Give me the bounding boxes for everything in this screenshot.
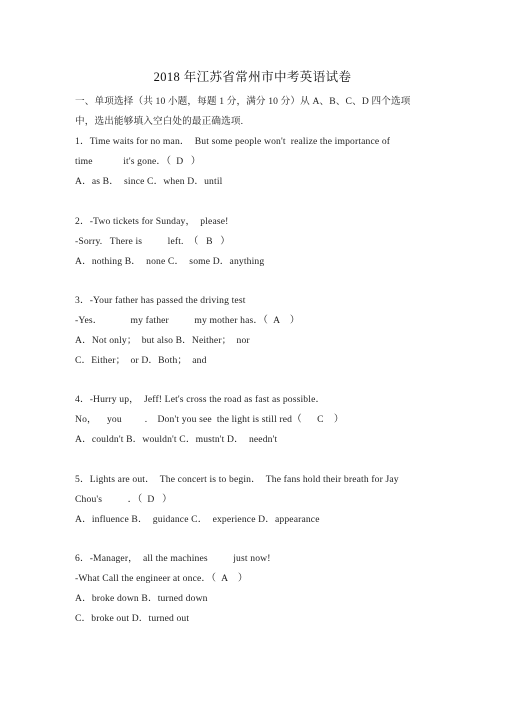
- question-1-stem-line-1: 1．Time waits for no man． But some people won't realize the importance of: [75, 136, 391, 147]
- question-2-stem-line-2: -Sorry. There is left. （ B ）: [75, 236, 231, 247]
- question-6-stem-line-1: 6．-Manager， all the machines just now!: [75, 553, 271, 564]
- question-4-options: A．couldn't B．wouldn't C．mustn't D． needn't: [75, 434, 278, 445]
- question-6-options-line-1: A．broke down B．turned down: [75, 593, 208, 604]
- instructions-line-1: 一、单项选择（共 10 小题，每题 1 分，满分 10 分）从 A、B、C、D 四个选项: [75, 96, 411, 107]
- question-3-options-line-2: C．Either； or D．Both； and: [75, 355, 207, 366]
- question-5-stem-line-1: 5．Lights are out． The concert is to begin． The fans hold their breath for Jay: [75, 474, 399, 485]
- question-3-stem-line-2: -Yes． my father my mother has．（ A ）: [75, 315, 300, 326]
- question-6-stem-line-2: -What Call the engineer at once．（ A ）: [75, 573, 248, 584]
- question-5-stem-line-2: Chou's ．（ D ）: [75, 494, 172, 505]
- instructions-line-2: 中，选出能够填入空白处的最正确选项.: [75, 116, 244, 127]
- page-title: 2018 年江苏省常州市中考英语试卷: [153, 70, 352, 84]
- question-2-options: A．nothing B． none C． some D．anything: [75, 256, 265, 267]
- question-1-options: A．as B． since C．when D．until: [75, 176, 223, 187]
- question-3-options-line-1: A．Not only； but also B．Neither； nor: [75, 335, 250, 346]
- question-6-options-line-2: C．broke out D．turned out: [75, 613, 190, 624]
- question-2-stem-line-1: 2．-Two tickets for Sunday， please!: [75, 216, 229, 227]
- question-5-options: A．influence B． guidance C． experience D．appearance: [75, 514, 320, 525]
- question-4-stem-line-2: No， you . Don't you see the light is still red（ C ）: [75, 414, 344, 425]
- question-3-stem-line-1: 3．-Your father has passed the driving test: [75, 295, 246, 306]
- question-1-stem-line-2: time it's gone．（ D ）: [75, 156, 201, 167]
- question-4-stem-line-1: 4．-Hurry up， Jeff! Let's cross the road as fast as possible．: [75, 394, 326, 405]
